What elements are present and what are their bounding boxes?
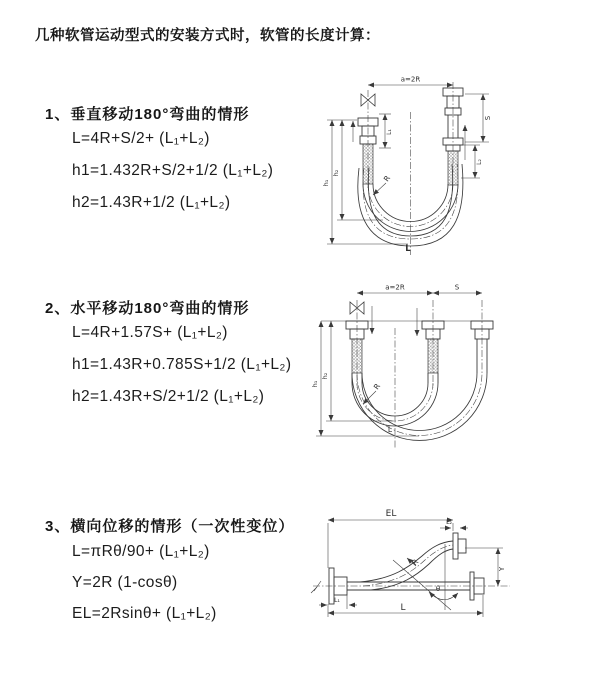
dim-label-el: EL [385,509,397,519]
section-3-heading: 3、横向位移的情形（一次性变位） [45,518,295,535]
hose-curves [352,373,487,440]
formula-line: h1=1.432R+S/2+1/2 (L₁+L₂) [72,162,274,179]
dim-label-l: L [405,244,411,254]
dim-label-l: L [400,603,406,613]
pipe-fittings [321,302,493,383]
dim-label-r: R [381,173,393,184]
dim-label-s: S [454,283,460,292]
hose-curves [360,541,453,590]
dimension-lines [327,85,489,244]
dim-label-h1: h₁ [322,179,330,187]
centerlines [363,82,458,255]
dimension-labels [334,509,506,613]
dimension-labels [322,76,492,255]
dim-label-l1: L₁ [386,129,393,135]
dim-label-h1: h₁ [311,380,319,388]
dim-label-a2r: a=2R [400,75,421,84]
diagram-lateral-displacement [305,500,600,658]
dim-label-s: S [484,115,492,121]
dimension-lines [316,293,482,436]
formula-line: h2=1.43R+S/2+1/2 (L₁+L₂) [72,388,265,405]
formula-line: EL=2Rsinθ+ (L₁+L₂) [72,605,217,622]
dim-label-a2r: a=2R [385,283,405,292]
dim-label-h2: h₂ [332,169,340,177]
dim-label-l1: L₁ [334,597,340,604]
pipe-fittings [329,533,484,604]
pipe-break-mark [311,581,321,593]
formula-line: h2=1.43R+1/2 (L₁+L₂) [72,194,231,211]
dimension-lines [319,520,503,617]
dim-label-r: R [371,381,383,392]
formula-line: Y=2R (1-cosθ) [72,574,178,591]
formula-line: L=4R+1.57S+ (L₁+L₂) [72,324,228,341]
dim-label-l: L [387,425,393,434]
dim-label-y: Y [498,566,506,572]
centerlines [313,545,510,586]
centerlines [357,300,482,448]
formula-line: L=4R+S/2+ (L₁+L₂) [72,130,210,147]
dim-label-theta: θ [435,585,441,593]
formula-line: L=πRθ/90+ (L₁+L₂) [72,543,210,560]
diagram-vertical-180-bend [315,68,600,263]
dim-label-l2: L₂ [446,519,452,526]
dim-label-l2: L₂ [476,159,483,165]
construction-lines [393,544,458,610]
dim-label-r: R [410,557,421,568]
section-1-heading: 1、垂直移动180°弯曲的情形 [45,106,250,123]
page-title: 几种软管运动型式的安装方式时，软管的长度计算： [35,28,380,44]
diagram-horizontal-180-bend [306,276,600,456]
formula-line: h1=1.43R+0.785S+1/2 (L₁+L₂) [72,356,292,373]
pipe-fittings [358,88,463,185]
section-2-heading: 2、水平移动180°弯曲的情形 [45,300,250,317]
dim-label-h2: h₂ [321,372,329,380]
